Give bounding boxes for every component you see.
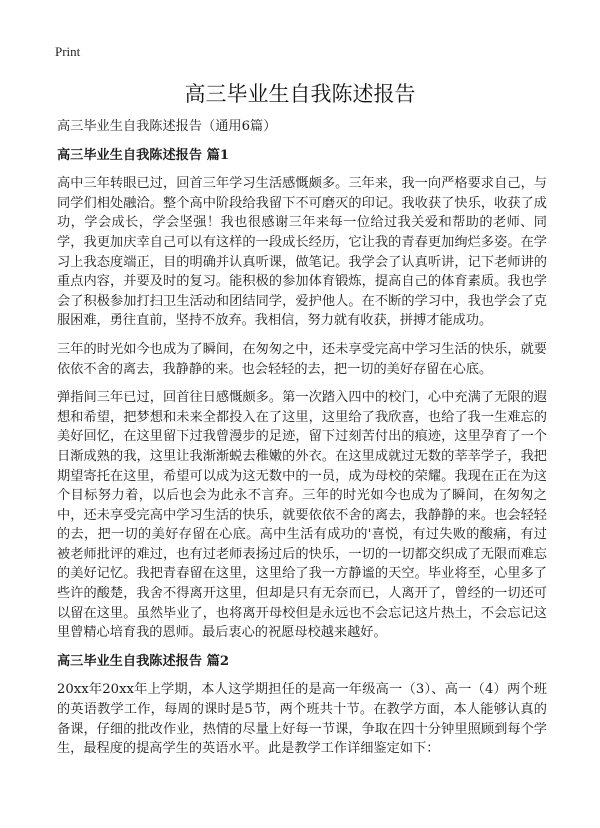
section-1-paragraph-2: 三年的时光如今也成为了瞬间，在匆匆之中，还未享受完高中学习生活的快乐，就要依依不舍的离去，我静静的来。也会轻轻的去，把一切的美好存留在心底。 [57,341,547,377]
section-1-paragraph-3: 弹指间三年已过，回首往日感慨颇多。第一次踏入四中的校门，心中充满了无限的遐想和希望，把梦想和未来全都投入在了这里，这里给了我欣喜，也给了我一生难忘的美好回忆，在这里留下过我曾漫步的足迹，留下过刻苦付出的痕迹，这里孕育了一个日渐成熟的我，这里让我渐渐蜕去稚嫩的外衣。在这里成就过无数的莘莘学子，我把期望寄托在这里，希望可以成为这无数中的一员，成为母校的荣耀。我现在正在为这个目标努力着，以后也会为此永不言弃。三年的时光如今也成为了瞬间，在匆匆之中，还未享受完高中学习生活的快乐，就要依依不舍的离去，我静静的来。也会轻轻的去，把一切的美好存留在心底。高中生活有成功的'喜悦，有过失败的酸痛，有过被老师批评的难过，也有过老师表扬过后的快乐，一切的一切都交织成了无限而难忘的美好记忆。我把青春留在这里，这里给了我一方静谧的天空。毕业将至，心里多了些许的酸楚，我舍不得离开这里，但却是只有无奈而已，人离开了，曾经的一切还可以留在这里。虽然毕业了，也将离开母校但是永远也不会忘记这片热土，不会忘记这里曾精心培育我的恩师。最后衷心的祝愿母校越来越好。 [57,390,547,641]
section-heading-1: 高三毕业生自我陈述报告 篇1 [57,147,230,163]
document-body [57,117,547,768]
document-subtitle: 高三毕业生自我陈述报告（通用6篇） [57,119,277,134]
page-title: 高三毕业生自我陈述报告 [184,82,416,106]
section-2-paragraph-1: 20xx年20xx年上学期，本人这学期担任的是高一年级高一（3）、高一（4）两个班的英语教学工作，每周的课时是5节，两个班共十节。在教学方面，本人能够认真的备课，仔细的批改作业，热情的尽量上好每一节课，争取在四十分钟里照顾到每个学生，最程度的提高学生的英语水平。此是教学工作详细鉴定如下： [57,682,547,757]
section-1-paragraph-1: 高中三年转眼已过，回首三年学习生活感慨颇多。三年来，我一向严格要求自己，与同学们相处融洽。整个高中阶段给我留下不可磨灭的印记。我收获了快乐，收获了成功，学会成长，学会坚强！我也很感谢三年来每一位给过我关爱和帮助的老师、同学，我更加庆幸自己可以有这样的一段成长经历，它让我的青春更加绚烂多姿。在学习上我态度端正，目的明确并认真听课，做笔记。我学会了认真听讲，记下老师讲的重点内容，并要及时的复习。能积极的参加体育锻炼，提高自己的体育素质。我也学会了积极参加打扫卫生活动和团结同学，爱护他人。在不断的学习中，我也学会了克服困难，勇往直前，坚持不放弃。我相信，努力就有收获，拼搏才能成功。 [57,176,547,329]
section-heading-2: 高三毕业生自我陈述报告 篇2 [57,653,230,669]
print-link[interactable]: Print [55,44,81,59]
